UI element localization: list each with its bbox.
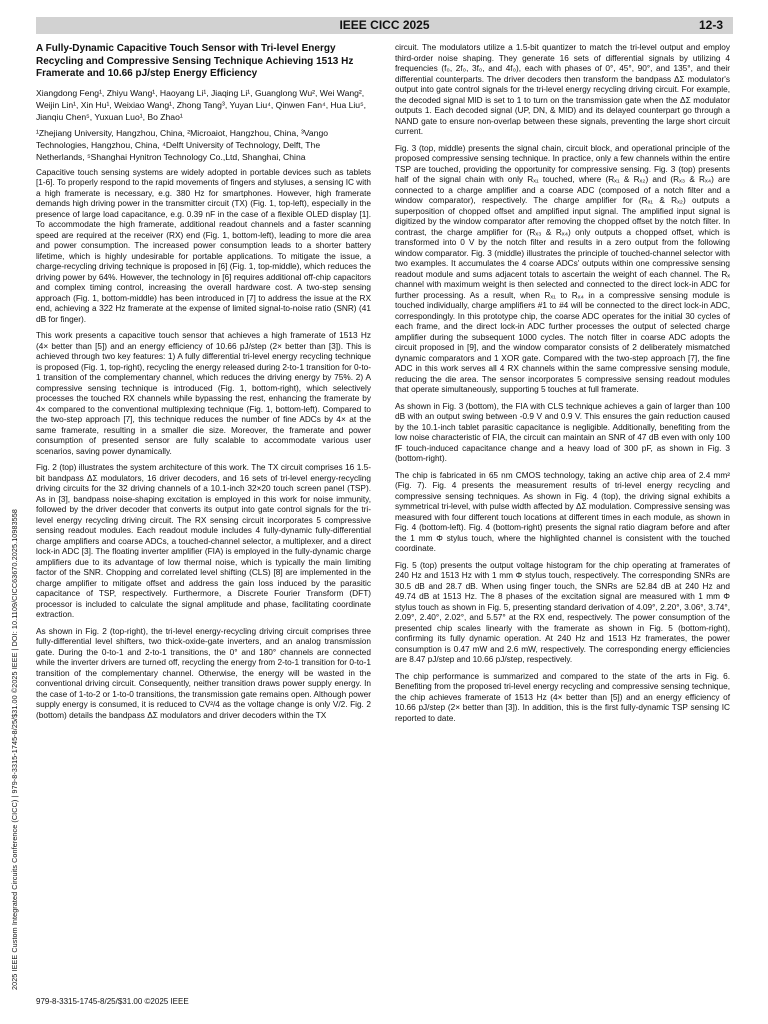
affiliations: ¹Zhejiang University, Hangzhou, China, ²Microaiot, Hangzhou, China, ³Vango Technologies, Hangzhou, China, ⁴Delft University of Technology, Delft, The Netherlands, ⁵Shanghai Hynitron Technology Co.,Ltd, Shanghai, China: [36, 127, 329, 162]
page-footer: 979-8-3315-1745-8/25/$31.00 ©2025 IEEE: [36, 997, 189, 1006]
body-paragraph: Fig. 5 (top) presents the output voltage histogram for the chip operating at framerates of 240 Hz and 1513 Hz with 1 mm Φ stylus touch, respectively. The corresponding SNRs are 30.5 dB and 28.7 dB. When using finger touch, the SNRs are 52.84 dB at 240 Hz and 49.74 dB at 1513 Hz. The 8 phases of the excitation signal are measured with 1 mm Φ stylus touch as shown in Fig. 5, presenting standard derivation of 4.09°, 2.20°, 3.06°, 3.74°, 2.09°, 2.40°, 2.02°, and 5.57° at the RX end, respectively. The power consumption of the presented chip scales linearly with the framerate as shown in Fig. 5 (bottom-right), confirming its fully dynamic operation. At 240 Hz and 1513 Hz framerates, the power consumption is 0.47 mW and 2.6 mW, respectively. The corresponding energy efficiencies are 8.47 pJ/step and 10.66 pJ/step, respectively.: [395, 560, 730, 664]
body-paragraph: As shown in Fig. 2 (top-right), the tri-level energy-recycling driving circuit comprises three fully-differential level shifters, two thick-oxide-gate inverters, and an analog transmission gate. During the 0-to-1 and 2-to-1 transitions, the 0° and 180° channels are connected while the inverter drivers are turned off, recycling the energy from 2-to-1 transition for 0-to-1 transition of the complementary channel. Otherwise, the energy will be wasted in the conventional driving circuit. Consequently, neither transition draws power supply energy. In the case of 1-to-2 or 1-to-0 transitions, the transmission gate remains open. Although power supply energy is consumed, it is reduced to CV²/4 as the voltage change is only V/2. Fig. 2 (bottom) details the bandpass ΔΣ modulators and driver decoders within the TX: [36, 626, 371, 720]
body-paragraph: This work presents a capacitive touch sensor that achieves a high framerate of 1513 Hz (4× better than [5]) and an energy efficiency of 10.66 pJ/step (2× better than [3]). This is achieved through two key features: 1) A fully differential tri-level energy recycling technique is proposed (Fig. 1, top-right), recycling the energy released during 2-to-1 transition for 0-to-1 transition of the complementary channel, which reduces the driving energy by 75%. 2) A compressive sensing technique is introduced (Fig. 1, bottom-right), which selectively processes the touched RX channels while bypassing the rest, enhancing the framerate by 4× compared to the conventional multiplexing technique (Fig. 1, bottom-left). Compared to the two-step approach [7], this technique reduces the number of fine ADCs by 4× at the same framerate, resulting in a smaller die size. Moreover, the framerate and power consumption of presented sensor are fully scalable to accommodate various user scenarios, saving power dynamically.: [36, 331, 371, 456]
left-column: [36, 43, 371, 727]
conference-name: IEEE CICC 2025: [339, 18, 430, 32]
body-paragraph: Capacitive touch sensing systems are widely adopted in portable devices such as tablets [1-6]. To properly respond to the rapid movements of fingers and styluses, a sensing IC with a high framerate is necessary, e.g. 380 Hz for smartphones. However, high framerate demands high driving power in the transmitter circuit (TX) (Fig. 1, top-left), especially in the presence of large load capacitance, e.g. 0.39 nF in the case of a flexible OLED display [1]. To accommodate the high framerate, additional readout channels and a faster scanning speed are required at the receiver (RX) end (Fig. 1, bottom-left), leading to more die area and power consumption. The increased power consumption leads to a shorter battery lifetime, which is highly undesirable for portable applications. To mitigate the issue, a charge-recycling driving technique is proposed in [6] (Fig. 1, top-middle), which reduces the driving power by 64%. However, the technology in [6] requires additional off-chip capacitors and complex timing control, increasing the overall hardware cost. A two-step sensing approach (Fig. 1, bottom-middle) has been introduced in [7] to address the issue at the RX end, achieving a 322 Hz framerate at the expense of limited signal-to-noise ratio (SNR) (41 dB for finger).: [36, 167, 371, 324]
body-paragraph: As shown in Fig. 3 (bottom), the FIA with CLS technique achieves a gain of larger than 100 dB with an output swing between -0.9 V and 0.9 V. This ensures the gain reduction caused by the 10.1-inch tablet parasitic capacitance is negligible. Additionally, benefiting from the low noise characteristic of FIA, the circuit can maintain an SNR of 47 dB even with only 100 fF touch-induced capacitance change and a heavy load of 300 pF, as shown in Fig. 3 (bottom-right).: [395, 401, 730, 463]
right-column: [395, 43, 730, 730]
paper-title: A Fully-Dynamic Capacitive Touch Sensor with Tri-level Energy Recycling and Compressive Sensing Technique Achieving 1513 Hz Framerate and 10.66 pJ/step Energy Efficiency: [36, 43, 354, 80]
body-paragraph: The chip performance is summarized and compared to the state of the arts in Fig. 6. Benefiting from the proposed tri-level energy recycling and compressive sensing technique, the chip achieves framerate of 1513 Hz (4× better than [5]) and an energy efficiency of 10.66 pJ/step (2× better than [3]). In addition, this is the first fully-dynamic TSP sensing IC reported to date.: [395, 671, 730, 723]
page-header: [36, 17, 733, 34]
body-paragraph: circuit. The modulators utilize a 1.5-bit quantizer to match the tri-level output and employ third-order noise shaping. They generate 16 sets of differential signals by utilizing 4 frequencies (f₀, 2f₀, 3f₀, and 4f₀), each with phases of 0°, 45°, 90°, and 135°, and their differential counterparts. The driver decoders then transform the bandpass ΔΣ modulator's output into gate control signals for the tri-level energy recycling driving circuit. For example, the decoded signal MID is set to 1 to turn on the transmission gate when the ΔΣ modulator outputs 1. Each decoded signal (UP, DN, & MID) and its delayed counterpart go through a NAND gate to ensure non-overlap between these signals, preventing the large short circuit current.: [395, 43, 730, 136]
body-paragraph: The chip is fabricated in 65 nm CMOS technology, taking an active chip area of 2.4 mm² (Fig. 7). Fig. 4 presents the measurement results of tri-level energy recycling and compressive sensing techniques. As shown in Fig. 4 (top), the driving signal exhibits a symmetrical tri-level, with pulse width affected by ΔΣ modulation. Compressive sensing was measured with four different touch locations at different times in each module, as shown in Fig. 4 (bottom-left). Fig. 4 (bottom-right) presents the signal ratio diagram before and after the 1 mm Φ stylus touch, where the highlighted channel is consistent with the touched coordinate.: [395, 470, 730, 553]
page-number: 12-3: [698, 18, 723, 32]
author-list: Xiangdong Feng¹, Zhiyu Wang¹, Haoyang Li¹, Jiaqing Li¹, Guanglong Wu², Wei Wang², Weijin Lin¹, Xin Hu¹, Weixiao Wang¹, Zhong Tang³, Yuyan Liu⁴, Qinwen Fan⁴, Hua Liu⁵, Jianqiu Chen⁵, Yuxuan Luo¹, Bo Zhao¹: [36, 87, 367, 122]
body-paragraph: Fig. 3 (top, middle) presents the signal chain, circuit block, and operational principle of the proposed compressive sensing technique. In practice, only a few channels within the entire TSP are touched, providing the opportunity for compressive sensing. Fig. 3 (top) presents half of the signal chain with only Rₓ₁ touched, where (Rₓ₁ & Rₓ₂) and (Rₓ₃ & Rₓ₄) are connected to a charge amplifier and a coarse ADC (composed of a notch filter and a window comparator), respectively. The charge amplifier for (Rₓ₁ & Rₓ₂) outputs a superposition of chopped offset and amplified input signal. The amplified input signal is digitized by the window comparator after removing the chopped offset by the notch filter. In contrast, the charge amplifier for (Rₓ₃ & Rₓ₄) only outputs a chopped offset, which is transformed into 0 V by the notch filter and results in a zero output from the following window comparator. Fig. 3 (middle) illustrates the principle of touched-channel selector with two examples. It accumulates the 4 coarse ADCs' outputs within one compressive sensing readout module and sums adjacent totals to ascertain the weight of each channel. The Rₓ channel with maximum weight is then selected and connected to the direct lock-in ADC for further processing. As a result, when Rₓ₁ to Rₓ₄ in a compressive sensing module is touched individually, charge amplifiers #1 to #4 will be connected to the direct lock-in ADC, correspondingly. In this prototype chip, the coarse ADC operates for the initial 30 cycles of each frame, and the direct lock-in ADC further processes the output of selected charge amplifier during the subsequent 1000 cycles. The notch filter in coarse ADC adopts the circuit proposed in [9], and the window comparator consists of 2 deliberately mismatched dynamic comparators and 1 XOR gate. Compared with the two-step approach [7], the fine ADC in this work serves all 4 RX channels within the same compressive sensing module, reducing the die area. The sensor incorporates 5 compressive sensing readout modules that operate simultaneously, supporting 5 touches at full framerate.: [395, 143, 730, 394]
body-paragraph: Fig. 2 (top) illustrates the system architecture of this work. The TX circuit comprises 16 1.5-bit bandpass ΔΣ modulators, 16 driver decoders, and 16 sets of tri-level energy-recycling driving circuits for the 32 driving channels of a 10.1-inch 32×20 touch screen panel (TSP). As in [3], bandpass noise-shaping excitation is employed in this work for noise immunity, followed by the driver decoder that converts its output into gate control signals for the tri-level energy recycling driving circuit. The RX sensing circuit incorporates 5 compressive sensing readout modules. Each readout module includes 4 fully-dynamic fully-differential charge amplifiers and coarse ADCs, a touched-channel selector, a multiplexer, and a direct lock-in ADC [3]. The floating inverter amplifier (FIA) is employed in the fully-dynamic charge amplifiers due to its advantage of low thermal noise, which is typically the main limiting factor of the SNR. Chopping and correlated level shifting (CLS) [8] are implemented in the charge amplifier to mitigate offset and address the gain loss induced by the parasitic capacitance of TSP, respectively. Furthermore, a Discrete Fourier Transform (DFT) processor is included to calculate the signal amplitude and phase, facilitating coordinate extraction.: [36, 463, 371, 620]
side-doi-text: 2025 IEEE Custom Integrated Circuits Conference (CICC) | 979-8-3315-1745-8/25/$31.00 ©2025 IEEE | DOI: 10.1109/CICC63670.2025.10983558: [10, 509, 19, 990]
